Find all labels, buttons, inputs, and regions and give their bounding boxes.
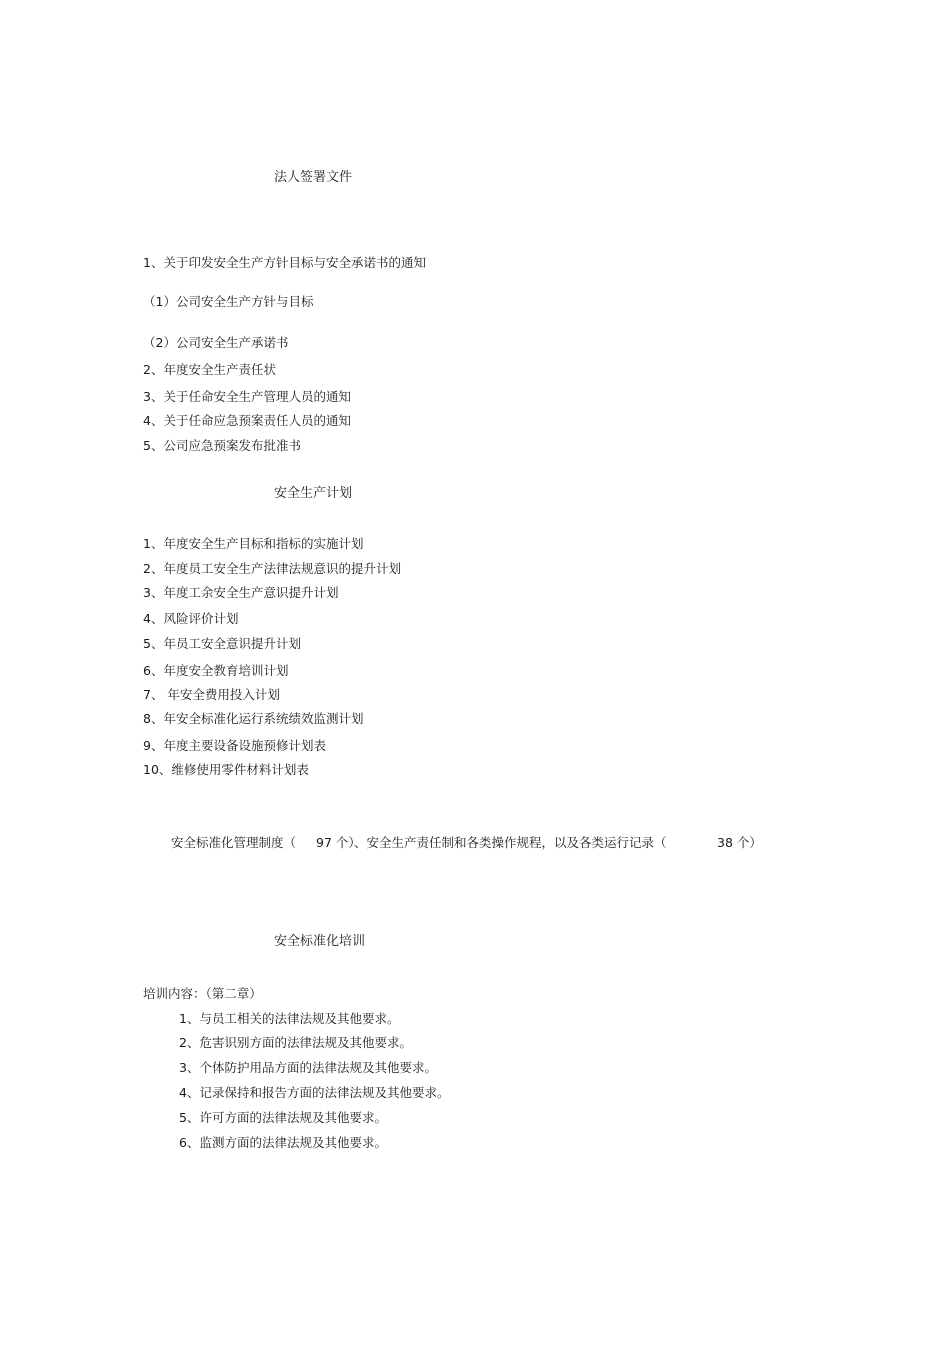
section-title-plan: 安全生产计划 xyxy=(274,486,353,501)
list-item: 4、风险评价计划 xyxy=(143,611,239,626)
list-item: 5、年员工安全意识提升计划 xyxy=(143,636,301,651)
section-title-training: 安全标准化培训 xyxy=(274,934,366,949)
list-item: 8、年安全标准化运行系统绩效监测计划 xyxy=(143,711,364,726)
list-item: 3、关于任命安全生产管理人员的通知 xyxy=(143,389,351,404)
summary-part1: 安全标准化管理制度（ xyxy=(171,835,297,850)
list-item: 2、危害识别方面的法律法规及其他要求。 xyxy=(179,1035,412,1050)
list-item: （2）公司安全生产承诺书 xyxy=(143,335,289,350)
training-intro: 培训内容：（第二章） xyxy=(143,986,262,1001)
summary-count-records: 38 个） xyxy=(717,835,762,850)
list-item: （1）公司安全生产方针与目标 xyxy=(143,294,314,309)
list-item: 5、许可方面的法律法规及其他要求。 xyxy=(179,1110,387,1125)
list-item: 3、个体防护用品方面的法律法规及其他要求。 xyxy=(179,1060,437,1075)
list-item: 3、年度工余安全生产意识提升计划 xyxy=(143,585,339,600)
list-item: 6、监测方面的法律法规及其他要求。 xyxy=(179,1135,387,1150)
summary-count-regulations: 97 个） xyxy=(316,835,361,850)
list-item: 2、年度安全生产责任状 xyxy=(143,362,276,377)
list-item: 7、 年安全费用投入计划 xyxy=(143,687,280,702)
list-item: 2、年度员工安全生产法律法规意识的提升计划 xyxy=(143,561,401,576)
list-item: 6、年度安全教育培训计划 xyxy=(143,663,289,678)
list-item: 1、年度安全生产目标和指标的实施计划 xyxy=(143,536,364,551)
summary-part2: 、安全生产责任制和各类操作规程，以及各类运行记录（ xyxy=(354,835,667,850)
list-item: 10、维修使用零件材料计划表 xyxy=(143,762,309,777)
list-item: 4、记录保持和报告方面的法律法规及其他要求。 xyxy=(179,1085,450,1100)
list-item: 4、关于任命应急预案责任人员的通知 xyxy=(143,413,351,428)
list-item: 5、公司应急预案发布批准书 xyxy=(143,438,301,453)
section-title-signing: 法人签署文件 xyxy=(274,170,353,185)
list-item: 9、年度主要设备设施预修计划表 xyxy=(143,738,326,753)
list-item: 1、与员工相关的法律法规及其他要求。 xyxy=(179,1011,400,1026)
list-item: 1、关于印发安全生产方针目标与安全承诺书的通知 xyxy=(143,255,426,270)
